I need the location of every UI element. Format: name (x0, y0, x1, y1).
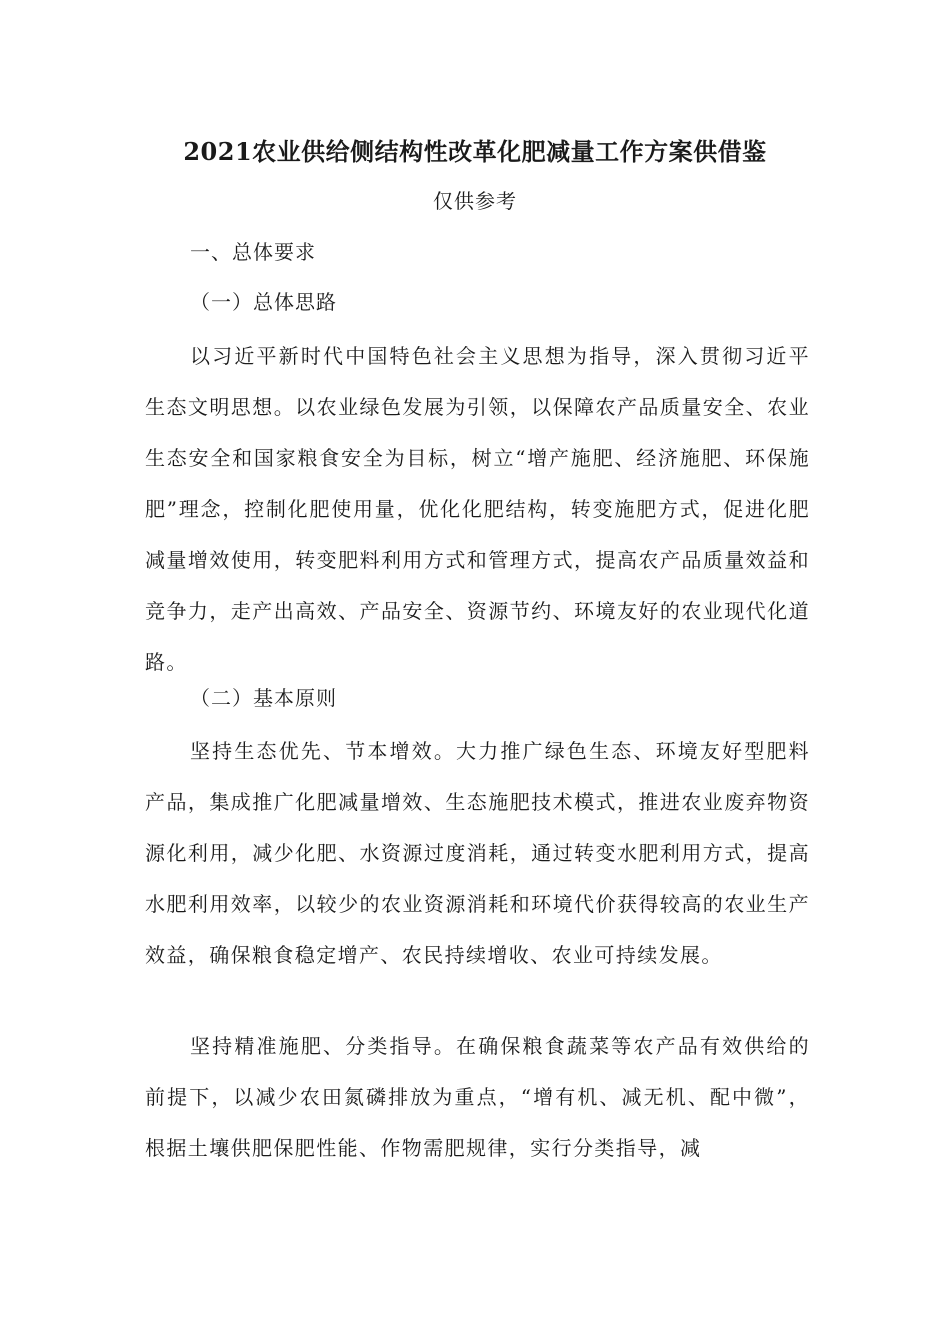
paragraph-precise-fertilization: 坚持精准施肥、分类指导。在确保粮食蔬菜等农产品有效供给的前提下，以减少农田氮磷排放为重点，“增有机、减无机、配中微”，根据土壤供肥保肥性能、作物需肥规律，实行分类指导，减 (145, 1034, 810, 1160)
paragraph-overall-approach: 以习近平新时代中国特色社会主义思想为指导，深入贯彻习近平生态文明思想。以农业绿色发展为引领，以保障农产品质量安全、农业生态安全和国家粮食安全为目标，树立“增产施肥、经济施肥、环保施肥”理念，控制化肥使用量，优化化肥结构，转变施肥方式，促进化肥减量增效使用，转变肥料利用方式和管理方式，提高农产品质量效益和竞争力，走产出高效、产品安全、资源节约、环境友好的农业现代化道路。 (145, 344, 810, 674)
document-subtitle: 仅供参考 (433, 189, 517, 213)
document-title: 2021农业供给侧结构性改革化肥减量工作方案供借鉴 (183, 137, 767, 166)
subsection-heading-basic-principles: （二）基本原则 (190, 686, 337, 710)
subsection-heading-overall-approach: （一）总体思路 (190, 290, 337, 314)
paragraph-ecological-priority: 坚持生态优先、节本增效。大力推广绿色生态、环境友好型肥料产品，集成推广化肥减量增效、生态施肥技术模式，推进农业废弃物资源化利用，减少化肥、水资源过度消耗，通过转变水肥利用方式，提高水肥利用效率，以较少的农业资源消耗和环境代价获得较高的农业生产效益，确保粮食稳定增产、农民持续增收、农业可持续发展。 (145, 739, 810, 967)
section-heading-overall-requirements: 一、总体要求 (190, 240, 316, 264)
